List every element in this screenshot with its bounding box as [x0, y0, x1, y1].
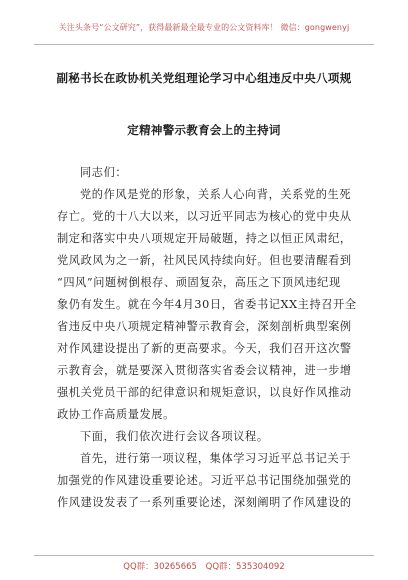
- paragraph-line: 存亡。党的十八大以来，以习近平同志为核心的党中央从: [57, 210, 352, 223]
- paragraph-line: 党风政风为之一新，社风民风持续向好。但也要清醒看到: [57, 254, 352, 267]
- footer-rule: [34, 555, 374, 556]
- paragraph-line: 制定和落实中央八项规定开局破题，持之以恒正风肃纪，: [57, 232, 352, 245]
- header-banner: 关注头条号“公文研究”，获得最新最全最专业的公文资料库！ 微信：gongwenyj: [58, 23, 350, 32]
- paragraph-line: 首先，进行第一项议程，集体学习习近平总书记关于: [80, 452, 352, 465]
- paragraph-line: “四风”问题树倒根存、顽固复杂，高压之下顶风违纪现: [57, 276, 341, 289]
- header-rule: [34, 44, 374, 45]
- paragraph-line: 下面，我们依次进行会议各项议程。: [80, 430, 269, 443]
- document-title-line-2: 定精神警示教育会上的主持词: [127, 123, 281, 137]
- paragraph-line: 强机关党员干部的纪律意识和规矩意识，以良好作风推动: [57, 386, 352, 399]
- paragraph-line: 象仍有发生。就在今年4月30日，省委书记XX主持召开全: [57, 298, 357, 311]
- paragraph-2: [57, 426, 355, 448]
- paragraph-line: 对作风建设提出了新的更高要求。今天，我们召开这次警: [57, 342, 352, 355]
- footer-qq-group-1: QQ群：30265665: [123, 562, 197, 572]
- footer: [0, 560, 408, 572]
- document-body: [57, 162, 355, 514]
- paragraph-line: 加强党的作风建设重要论述。习近平总书记围绕加强党的: [57, 474, 352, 487]
- document-title-line-1: 副秘书长在政协机关党组理论学习中心组违反中央八项规: [56, 71, 352, 85]
- paragraph-3: [57, 448, 355, 514]
- paragraph-line: 示教育会，就是要深入贯彻落实省委会议精神，进一步增: [57, 364, 352, 377]
- salutation: [57, 162, 355, 184]
- paragraph-line: 省违反中央八项规定精神警示教育会，深刻剖析典型案例: [57, 320, 352, 333]
- paragraph-line: 党的作风是党的形象，关系人心向背，关系党的生死: [80, 188, 352, 201]
- salutation-text: 同志们：: [80, 166, 128, 179]
- paragraph-line: 政协工作高质量发展。: [57, 408, 175, 421]
- footer-qq-group-2: QQ群：535304092: [205, 562, 285, 572]
- paragraph-line: 作风建设发表了一系列重要论述，深刻阐明了作风建设的: [57, 496, 352, 509]
- paragraph-1: [57, 184, 355, 426]
